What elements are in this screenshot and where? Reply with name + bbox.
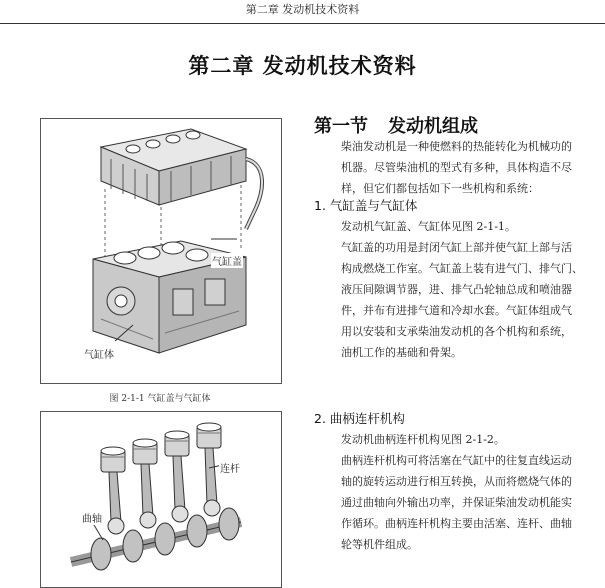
paragraph-line: 件，并布有进排气道和冷却水套。气缸体组成气	[341, 304, 572, 317]
subsection-heading-cylinder: 1. 气缸盖与气缸体	[314, 198, 418, 213]
paragraph-line: 发动机气缸盖、气缸体见图 2-1-1。	[341, 220, 516, 233]
label-crankshaft: 曲轴	[81, 510, 103, 525]
paragraph-line: 通过曲轴向外输出功率，并保证柴油发动机能实	[341, 496, 572, 509]
figure-caption: 图 2-1-1 气缸盖与气缸体	[109, 394, 211, 404]
paragraph-line: 轮等机件组成。	[341, 538, 418, 551]
paragraph-line: 用以安装和支承柴油发动机的各个机构和系统，	[341, 325, 572, 338]
engine-illustration	[41, 119, 281, 383]
paragraph-line: 油机工作的基础和骨架。	[341, 346, 462, 359]
crank-illustration	[41, 412, 281, 587]
figure-cylinder-head-block	[40, 118, 282, 384]
paragraph-line: 轴的旋转运动进行相互转换，从而将燃烧气体的	[341, 475, 572, 488]
intro-paragraph	[341, 136, 572, 199]
figure-crank-mechanism	[40, 411, 282, 588]
intro-line: 样，但它们都包括如下一些机构和系统：	[341, 182, 539, 195]
intro-line: 柴油发动机是一种使燃料的热能转化为机械功的	[341, 140, 572, 153]
paragraph-line: 发动机曲柄连杆机构见图 2-1-2。	[341, 433, 505, 446]
section-title	[314, 112, 478, 138]
label-cylinder-head: 气缸盖	[211, 253, 243, 268]
paragraph-line: 曲柄连杆机构可将活塞在气缸中的往复直线运动	[341, 454, 572, 467]
paragraph-line: 气缸盖的功用是封闭气缸上部并使气缸上部与活	[341, 241, 572, 254]
label-connecting-rod: 连杆	[219, 460, 241, 475]
subsection-heading-crank: 2. 曲柄连杆机构	[314, 411, 405, 426]
header-rule	[0, 23, 605, 24]
running-header: 第二章 发动机技术资料	[245, 3, 360, 16]
section-name: 发动机组成	[388, 116, 478, 137]
paragraph-crank	[341, 429, 572, 555]
label-cylinder-block: 气缸体	[83, 346, 115, 361]
paragraph-cylinder	[341, 216, 583, 363]
intro-line: 机器。尽管柴油机的型式有多种，具体构造不尽	[341, 161, 572, 174]
section-number: 第一节	[314, 116, 368, 137]
paragraph-line: 构成燃烧工作室。气缸盖上装有进气门、排气门、	[341, 262, 583, 275]
paragraph-line: 液压间隙调节器，进、排气凸轮轴总成和喷油器	[341, 283, 572, 296]
chapter-title: 第二章 发动机技术资料	[188, 54, 417, 78]
paragraph-line: 作循环。曲柄连杆机构主要由活塞、连杆、曲轴	[341, 517, 572, 530]
